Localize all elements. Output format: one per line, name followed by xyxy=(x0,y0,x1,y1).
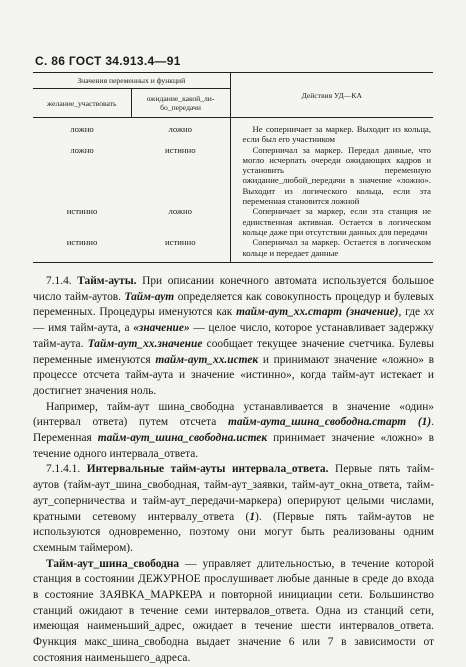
table-cell: истинно xyxy=(66,206,98,217)
text-run: При описании конечного автомата используется большое число тайм-аутов. xyxy=(33,275,434,303)
text-run: — имя тайм-аута, а xyxy=(33,322,134,335)
table-col1-header: желание_участвовать xyxy=(33,89,131,118)
table-cell: истинно xyxy=(33,237,131,262)
table-cell: ложно xyxy=(131,206,230,237)
term: Тайм-аут xyxy=(124,290,175,303)
paragraph-timeouts xyxy=(33,274,434,400)
text-run: сообщает текущее значение счетчика. Булевы переменные именуются xyxy=(33,337,435,366)
table-row xyxy=(33,118,433,145)
term: тайм-аута_шина_свободна.старт (1) xyxy=(227,416,432,429)
section-heading: Интервальные тайм-ауты интервала_ответа. xyxy=(80,463,329,476)
table-cell: Соперничал за маркер. Остается в логическом кольце и передает данные xyxy=(230,237,433,262)
text-run: , где xyxy=(398,306,424,319)
variables-table xyxy=(33,72,433,263)
text-run: — целое число, которое устанавливает задержку тайм-аута. xyxy=(33,322,435,350)
table-group-header: Значения переменных и функций xyxy=(33,73,230,89)
table-col3-header: Действия УД—КА xyxy=(230,73,433,118)
table-col2-header: ожидание_какой_ли-бо_передачи xyxy=(131,89,230,118)
term: 1 xyxy=(249,510,256,523)
table-cell: ложно xyxy=(70,144,94,155)
variables-table-container xyxy=(33,72,433,263)
table-cell: ложно xyxy=(70,124,94,134)
text-run: Первые пять тайм-аутов (тайм-аут_шина_свободная, тайм-аут_заявки, тайм-аут_окна_ответа, тайм-аут_соперничества и тайм-аут_передачи-маркера) оперируют целыми числами, кратными сетевому интервалу_ответа ( xyxy=(33,463,435,523)
table-row xyxy=(33,237,433,262)
paragraph-interval-timeouts xyxy=(33,462,434,556)
section-number: 7.1.4.1. xyxy=(46,463,81,476)
text-run: ). (Первые пять тайм-аутов не используются одновременно, поэтому они могут быть реализованы одним схемным таймером). xyxy=(33,510,434,554)
section-number: 7.1.4. xyxy=(46,275,72,287)
body-text xyxy=(33,274,434,667)
table-cell: Соперничает за маркер, если эта станция не единственная активная. Остается в логическом кольце даже при отсутствии данных для передачи xyxy=(242,206,431,237)
term: тайм-аут_хх.старт (значение) xyxy=(236,306,399,319)
term: тайм-аут_хх.истек xyxy=(155,353,259,366)
page-header: С. 86 ГОСТ 34.913.4—91 xyxy=(35,54,181,68)
term: «значение» xyxy=(133,322,190,335)
paragraph-example xyxy=(33,400,434,463)
table-cell: Соперничал за маркер. Передал данные, что могло исчерпать очереди ожидающих кадров и установить переменную ожидание_любой_передачи в значение «ложно». Выходит из логического кольца, если эта переменная становится ложной xyxy=(242,144,431,207)
table-row xyxy=(33,145,433,207)
section-heading: Тайм-ауты. xyxy=(77,275,137,287)
text-run: . Переменная xyxy=(33,416,434,445)
table-row xyxy=(33,206,433,237)
text-run: Например, тайм-аут шина_свободна устанавливается в значение «один» (интервал ответа) путем отсчета xyxy=(33,400,434,429)
text-run: — управляет длительностью, в течение которой станция в состоянии ДЕЖУРНОЕ прослушивает любые данные в среде до входа в состояние ЗАЯВКА_МАРКЕРА и повторной инициации сети. Большинство станций ожидают в течение семи интервалов_ответа. Одна из станций сети, имеющая наименьший_адрес, ожидает в течение шести интервалов_ответа. Функция макс_шина_свободна выдает значение 6 или 7 в зависимости от состояния наименьшего_адреса. xyxy=(33,557,434,664)
table-cell: Не соперничает за маркер. Выходит из кольца, если был его участником xyxy=(242,124,431,145)
term-heading: Тайм-аут_шина_свободна xyxy=(46,557,180,570)
term: Тайм-аут_хх.значение xyxy=(87,337,203,350)
text-run: и принимают значение «ложно» в процессе отсчета тайм-аута и значение «истинно», когда тайм-аут истекает и достигнет значения ноль. xyxy=(33,353,435,397)
term: хх xyxy=(423,306,435,319)
paragraph-bus-idle xyxy=(33,557,434,667)
text-run: принимает значение «ложно» в течение одного интервала_ответа. xyxy=(33,432,434,460)
term: тайм-аут_шина_свободна.истек xyxy=(97,432,268,445)
table-cell: истинно xyxy=(131,237,230,262)
text-run: определяется как совокупность процедур и булевых переменных. Процедуры именуются как xyxy=(33,290,434,319)
table-cell: ложно xyxy=(131,118,230,145)
table-cell: истинно xyxy=(131,145,230,207)
